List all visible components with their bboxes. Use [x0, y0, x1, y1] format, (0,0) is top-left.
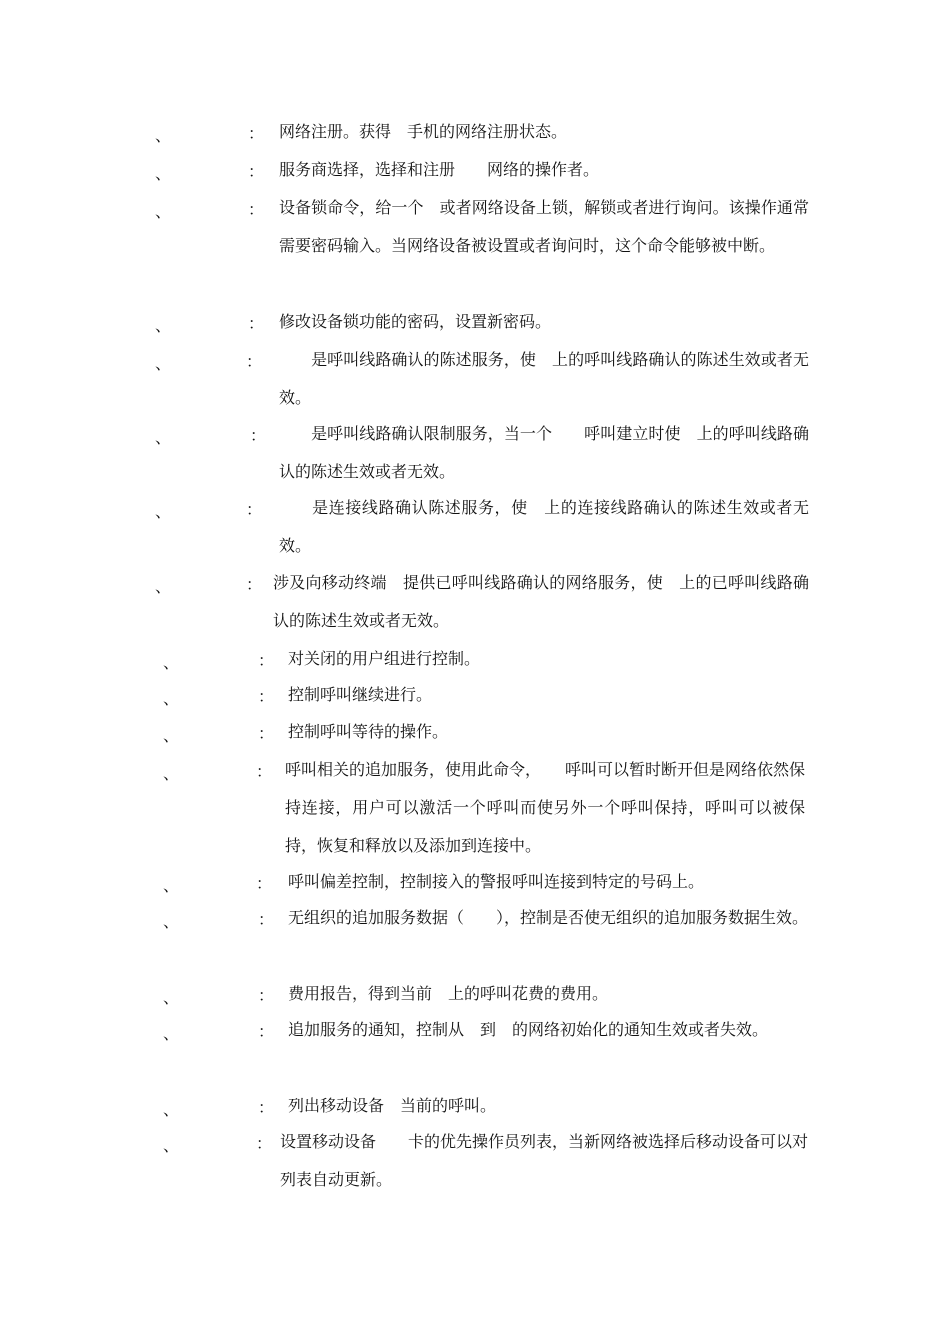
list-colon: ： — [246, 352, 263, 371]
list-colon: ： — [258, 986, 275, 1005]
list-colon: ： — [248, 124, 265, 143]
list-item-text: 设置移动设备 卡的优先操作员列表，当新网络被选择后移动设备可以对列表自动更新。 — [280, 1132, 809, 1189]
list-item-text: 修改设备锁功能的密码，设置新密码。 — [279, 312, 552, 331]
list-marker: 、 — [163, 726, 180, 745]
list-colon: ： — [246, 500, 263, 519]
list-item-text: 设备锁命令，给一个 或者网络设备上锁，解锁或者进行询问。该操作通常需要密码输入。当网络设备被设置或者询问时，这个命令能够被中断。 — [279, 198, 809, 255]
list-marker: 、 — [155, 164, 172, 183]
list-item-text: 对关闭的用户组进行控制。 — [288, 649, 481, 668]
list-marker: 、 — [155, 316, 172, 335]
list-marker: 、 — [155, 126, 172, 145]
list-colon: ： — [256, 762, 273, 781]
list-item-text: 控制呼叫等待的操作。 — [288, 722, 449, 741]
list-colon: ： — [256, 874, 273, 893]
list-item-text: 是呼叫线路确认的陈述服务，使 上的呼叫线路确认的陈述生效或者无效。 — [279, 350, 809, 407]
list-marker: 、 — [155, 577, 172, 596]
list-item-text: 控制呼叫继续进行。 — [288, 685, 433, 704]
list-colon: ： — [246, 575, 263, 594]
list-colon: ： — [258, 1022, 275, 1041]
list-marker: 、 — [163, 988, 180, 1007]
list-colon: ： — [250, 426, 267, 445]
list-colon: ： — [258, 1098, 275, 1117]
list-colon: ： — [258, 687, 275, 706]
list-item-text: 追加服务的通知，控制从 到 的网络初始化的通知生效或者失效。 — [288, 1020, 769, 1039]
list-marker: 、 — [163, 653, 180, 672]
list-marker: 、 — [163, 1100, 180, 1119]
list-colon: ： — [258, 651, 275, 670]
list-item-text: 无组织的追加服务数据（ ），控制是否使无组织的追加服务数据生效。 — [288, 908, 809, 927]
list-marker: 、 — [163, 912, 180, 931]
list-colon: ： — [248, 200, 265, 219]
list-colon: ： — [248, 162, 265, 181]
list-colon: ： — [256, 1134, 273, 1153]
list-item-text: 网络注册。获得 手机的网络注册状态。 — [279, 122, 568, 141]
list-colon: ： — [258, 910, 275, 929]
list-item-text: 是呼叫线路确认限制服务，当一个 呼叫建立时使 上的呼叫线路确认的陈述生效或者无效。 — [279, 424, 809, 481]
list-item-text: 列出移动设备 当前的呼叫。 — [288, 1096, 497, 1115]
list-item-text: 呼叫相关的追加服务，使用此命令， 呼叫可以暂时断开但是网络依然保持连接，用户可以激活一个呼叫而使另外一个呼叫保持，呼叫可以被保持，恢复和释放以及添加到连接中。 — [285, 760, 806, 855]
list-marker: 、 — [155, 502, 172, 521]
list-marker: 、 — [163, 689, 180, 708]
list-marker: 、 — [163, 876, 180, 895]
list-item-text: 涉及向移动终端 提供已呼叫线路确认的网络服务，使 上的已呼叫线路确认的陈述生效或者无效。 — [273, 573, 809, 630]
list-item-text: 费用报告，得到当前 上的呼叫花费的费用。 — [288, 984, 609, 1003]
list-item-text: 服务商选择，选择和注册 网络的操作者。 — [279, 160, 600, 179]
list-marker: 、 — [163, 764, 180, 783]
list-item-text: 呼叫偏差控制，控制接入的警报呼叫连接到特定的号码上。 — [288, 872, 705, 891]
list-colon: ： — [258, 724, 275, 743]
list-marker: 、 — [155, 354, 172, 373]
list-marker: 、 — [163, 1024, 180, 1043]
list-marker: 、 — [163, 1136, 180, 1155]
list-item-text: 是连接线路确认陈述服务，使 上的连接线路确认的陈述生效或者无效。 — [279, 498, 809, 555]
list-colon: ： — [248, 314, 265, 333]
list-marker: 、 — [155, 202, 172, 221]
list-marker: 、 — [155, 428, 172, 447]
